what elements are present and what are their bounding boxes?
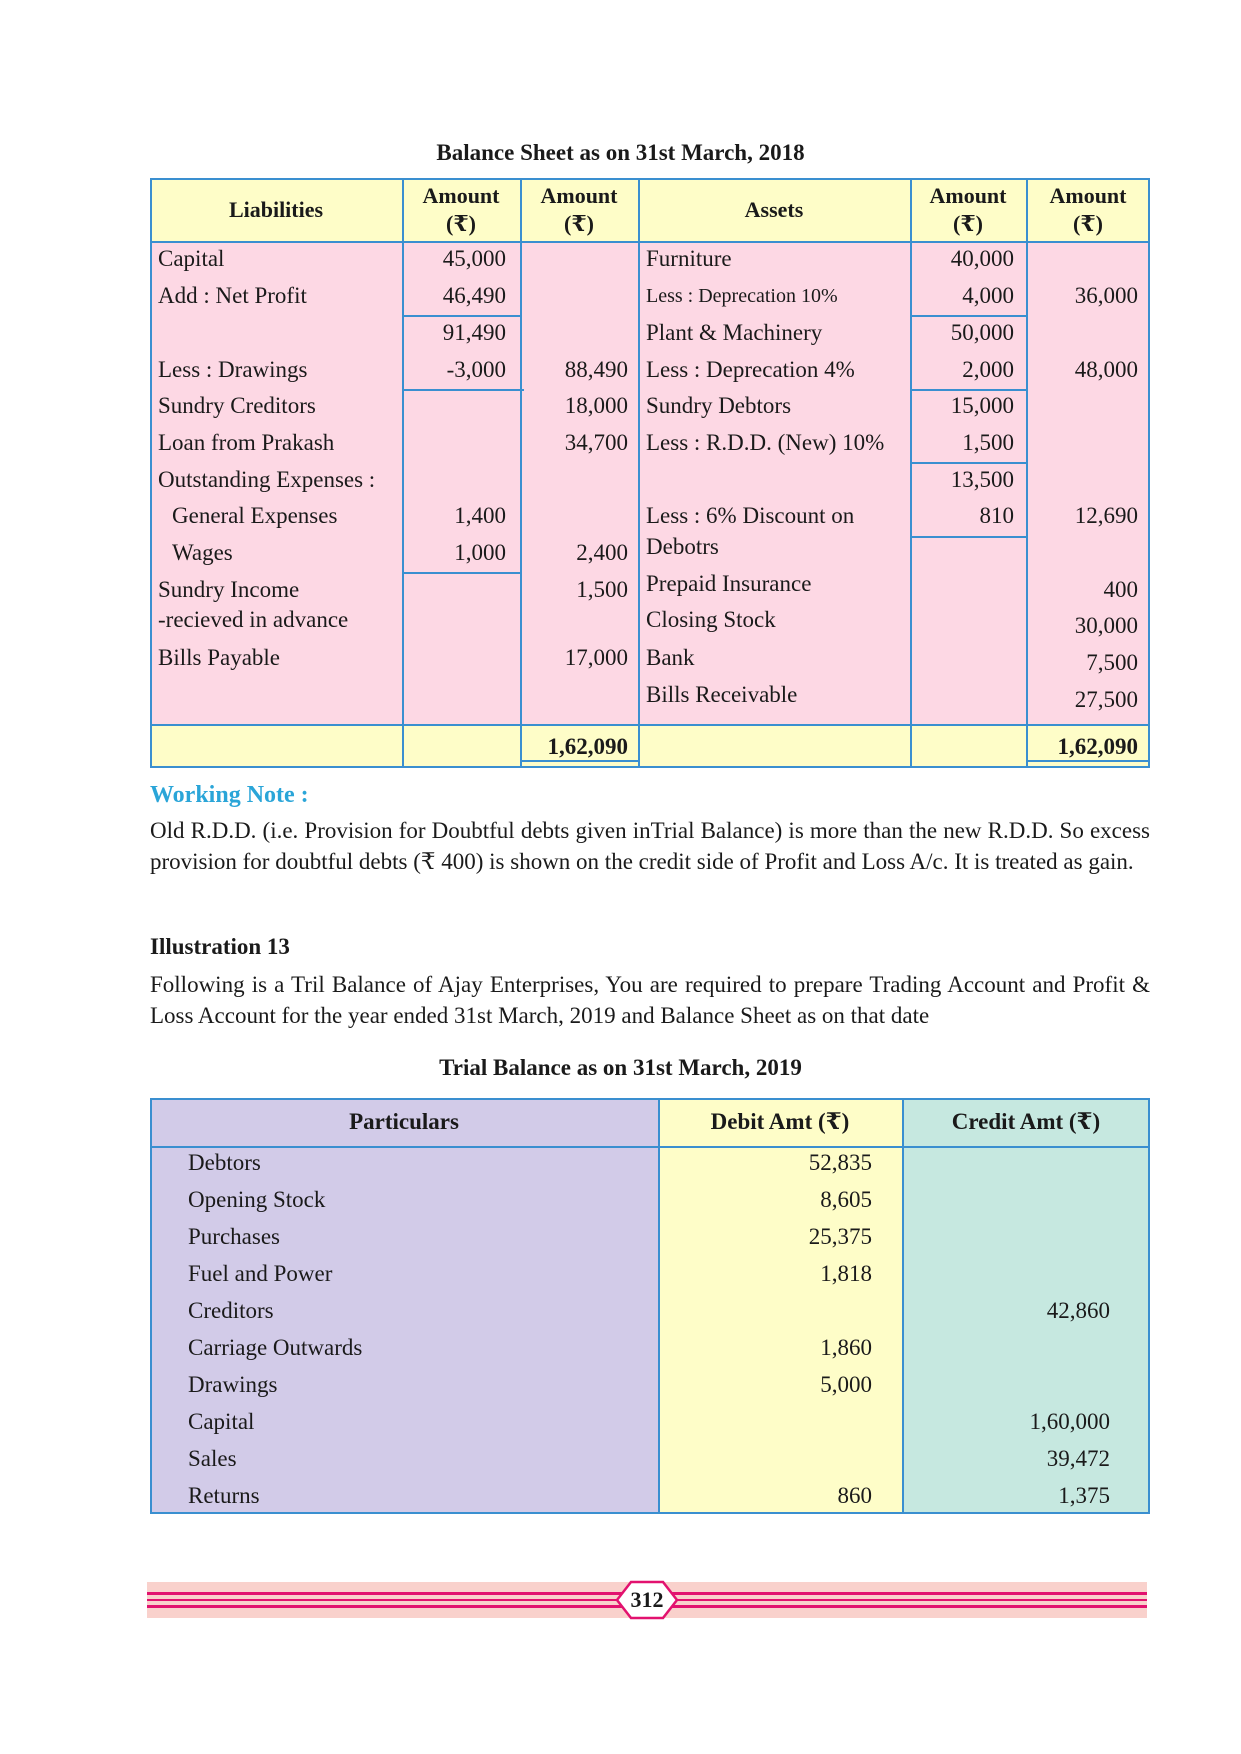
tb-row-label: Sales xyxy=(188,1446,237,1471)
tb-row-label: Capital xyxy=(188,1409,255,1434)
illustration-text: Following is a Tril Balance of Ajay Enterprises, You are required to prepare Trading Account and Profit & Loss Account for the year ended 31st March, 2019 and Balance Sheet as on that date xyxy=(150,972,1150,1028)
asset-label: Less : 6% Discount on xyxy=(646,503,855,528)
asset-label: Less : R.D.D. (New) 10% xyxy=(646,430,885,455)
liab-label: Sundry Income xyxy=(158,577,300,602)
header-assets: Assets xyxy=(744,197,804,222)
asset-amount-3: 40,000 xyxy=(950,246,1014,271)
asset-amount-3: 2,000 xyxy=(962,357,1014,382)
tb-row-debit: 25,375 xyxy=(808,1224,872,1249)
liab-label: Sundry Creditors xyxy=(158,393,316,418)
asset-amount-4: 400 xyxy=(1103,577,1138,602)
asset-amount-4: 7,500 xyxy=(1086,650,1138,675)
working-note-text: Old R.D.D. (i.e. Provision for Doubtful debts given inTrial Balance) is more than the new R.D.D. So excess provision for doubtful debts (₹ 400) is shown on the credit side of Profit and Loss A/c. It is treated as gain. xyxy=(150,818,1150,874)
liab-label: Bills Payable xyxy=(158,645,281,670)
tb-row-debit: 1,818 xyxy=(820,1261,872,1286)
asset-label: Bank xyxy=(646,645,695,670)
tb-row-label: Purchases xyxy=(188,1224,280,1249)
asset-amount-3: 13,500 xyxy=(950,467,1014,492)
header-debit: Debit Amt (₹) xyxy=(710,1109,850,1134)
liab-amount-2: 34,700 xyxy=(564,430,628,455)
asset-amount-4: 30,000 xyxy=(1074,613,1138,638)
asset-amount-4: 48,000 xyxy=(1074,357,1138,382)
asset-amount-3: 1,500 xyxy=(962,430,1014,455)
header-amount-3: Amount (₹) xyxy=(929,183,1007,236)
liab-label: Add : Net Profit xyxy=(158,283,307,308)
asset-label: Debotrs xyxy=(646,534,719,559)
tb-row-label: Debtors xyxy=(188,1150,261,1175)
liab-amount-2: 17,000 xyxy=(564,645,628,670)
asset-label: Closing Stock xyxy=(646,607,776,632)
total-assets: 1,62,090 xyxy=(1057,734,1138,759)
liab-amount-2: 88,490 xyxy=(564,357,628,382)
working-note-title: Working Note : xyxy=(150,782,309,808)
tb-row-credit: 42,860 xyxy=(1046,1298,1110,1323)
liab-amount-1: 91,490 xyxy=(442,320,506,345)
liab-amount-1: 46,490 xyxy=(442,283,506,308)
tb-row-label: Creditors xyxy=(188,1298,274,1323)
tb-row-debit: 52,835 xyxy=(808,1150,872,1175)
liab-label: Outstanding Expenses : xyxy=(158,467,376,492)
asset-amount-3: 4,000 xyxy=(962,283,1014,308)
tb-row-debit: 8,605 xyxy=(820,1187,872,1212)
asset-label: Less : Deprecation 4% xyxy=(646,357,855,382)
asset-amount-4: 12,690 xyxy=(1074,503,1138,528)
liab-label: -recieved in advance xyxy=(158,607,349,632)
liab-amount-1: 1,000 xyxy=(454,540,506,565)
asset-label: Less : Deprecation 10% xyxy=(646,285,838,307)
liab-amount-1: 45,000 xyxy=(442,246,506,271)
balance-sheet-table xyxy=(150,178,1150,768)
header-amount-4: Amount (₹) xyxy=(1049,183,1127,236)
tb-row-label: Drawings xyxy=(188,1372,278,1397)
liab-amount-1: 1,400 xyxy=(454,503,506,528)
liab-label: General Expenses xyxy=(172,503,338,528)
asset-label: Prepaid Insurance xyxy=(646,571,812,596)
tb-row-debit: 1,860 xyxy=(820,1335,872,1360)
asset-label: Plant & Machinery xyxy=(646,320,823,345)
tb-row-label: Opening Stock xyxy=(188,1187,326,1212)
tb-row-credit: 1,375 xyxy=(1058,1483,1110,1508)
header-amount-1: Amount (₹) xyxy=(422,183,500,236)
tb-row-label: Carriage Outwards xyxy=(188,1335,363,1360)
page-footer xyxy=(147,1580,1147,1620)
tb-row-debit: 5,000 xyxy=(820,1372,872,1397)
total-liabilities: 1,62,090 xyxy=(547,734,628,759)
asset-amount-4: 36,000 xyxy=(1074,283,1138,308)
asset-amount-3: 50,000 xyxy=(950,320,1014,345)
tb-row-credit: 39,472 xyxy=(1046,1446,1110,1471)
liab-label: Wages xyxy=(172,540,233,565)
tb-row-debit: 860 xyxy=(837,1483,872,1508)
header-liabilities: Liabilities xyxy=(228,197,324,222)
tb-row-label: Returns xyxy=(188,1483,260,1508)
illustration-title: Illustration 13 xyxy=(150,934,290,959)
liab-label: Loan from Prakash xyxy=(158,430,335,455)
asset-label: Furniture xyxy=(646,246,732,271)
tb-row-credit: 1,60,000 xyxy=(1029,1409,1110,1434)
trial-balance-title: Trial Balance as on 31st March, 2019 xyxy=(439,1055,802,1080)
balance-sheet-title: Balance Sheet as on 31st March, 2018 xyxy=(436,140,805,165)
trial-balance-table xyxy=(150,1098,1150,1514)
asset-label: Sundry Debtors xyxy=(646,393,792,418)
page-number: 312 xyxy=(630,1587,664,1612)
header-credit: Credit Amt (₹) xyxy=(951,1109,1101,1134)
liab-label: Capital xyxy=(158,246,225,271)
liab-amount-2: 1,500 xyxy=(576,577,628,602)
asset-amount-4: 27,500 xyxy=(1074,687,1138,712)
header-particulars: Particulars xyxy=(349,1109,459,1134)
asset-amount-3: 15,000 xyxy=(950,393,1014,418)
liab-amount-1: -3,000 xyxy=(446,357,506,382)
tb-row-label: Fuel and Power xyxy=(188,1261,333,1286)
liab-label: Less : Drawings xyxy=(158,357,308,382)
liab-amount-2: 2,400 xyxy=(576,540,628,565)
liab-amount-2: 18,000 xyxy=(564,393,628,418)
asset-label: Bills Receivable xyxy=(646,682,798,707)
header-amount-2: Amount (₹) xyxy=(540,183,618,236)
asset-amount-3: 810 xyxy=(979,503,1014,528)
